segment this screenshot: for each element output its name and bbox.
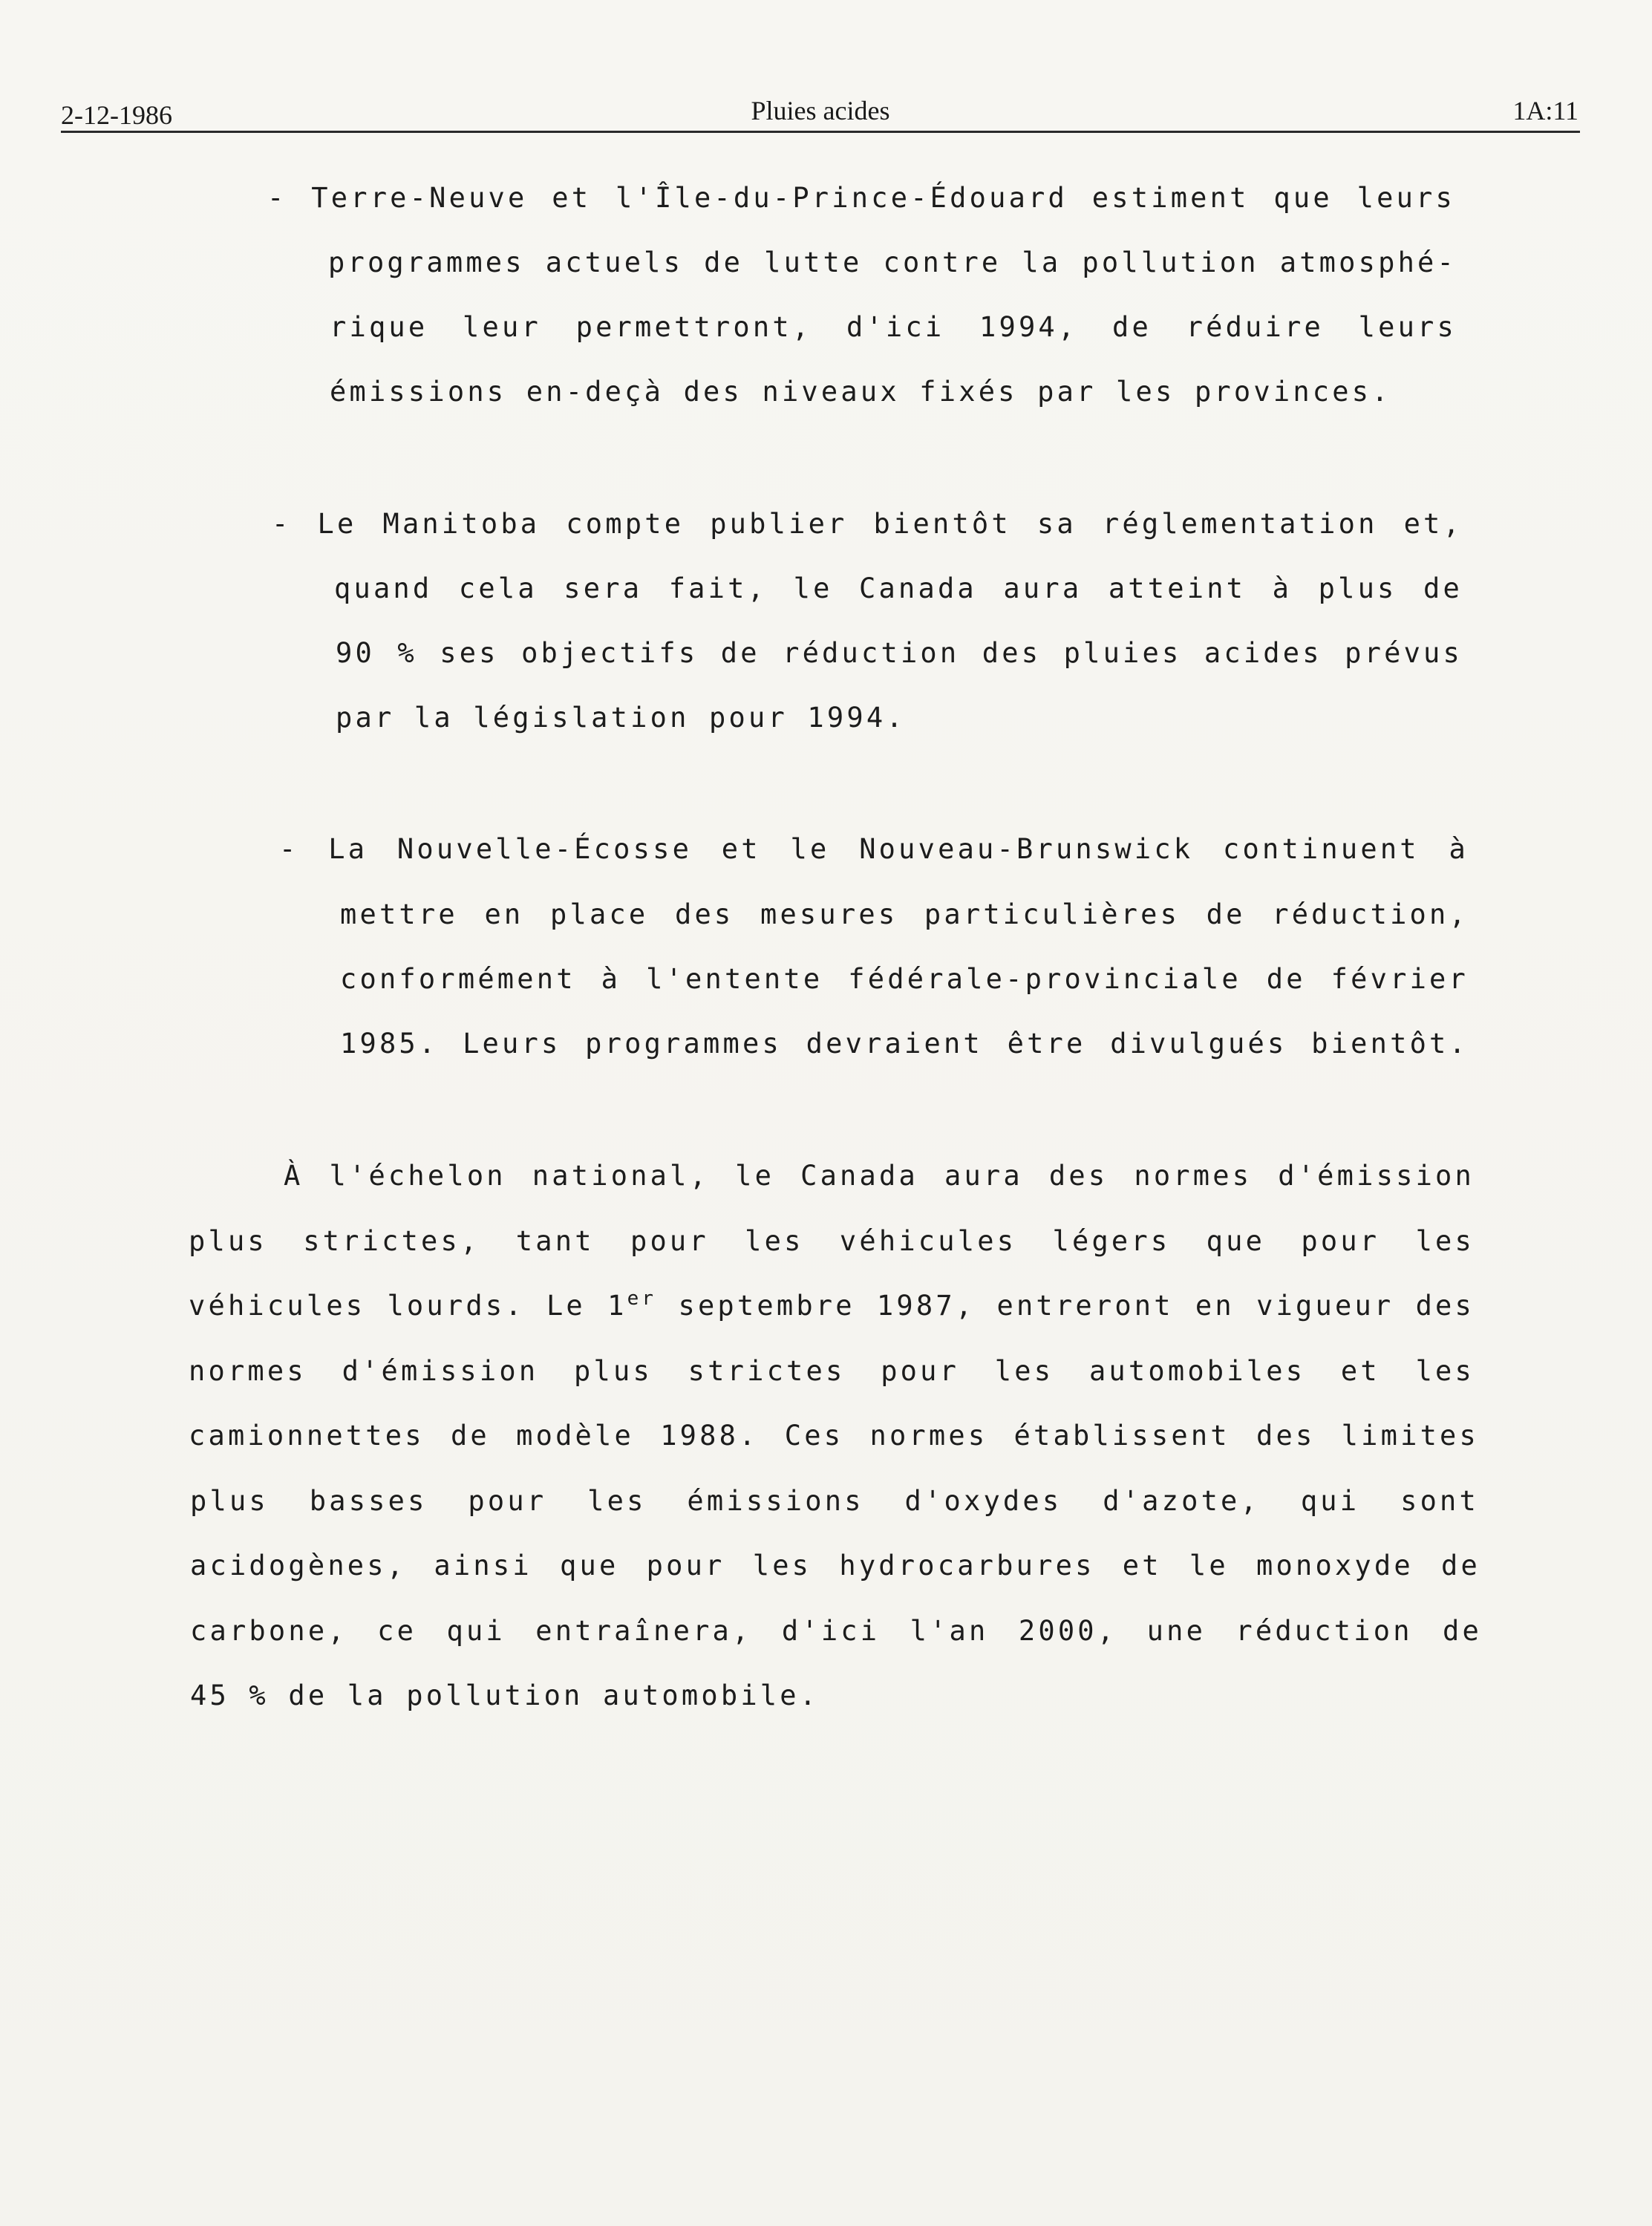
paragraph-1-line-1: - Terre-Neuve et l'Île-du-Prince-Édouard estiment que leurs bbox=[267, 182, 1455, 214]
paragraph-4-line-1: À l'échelon national, le Canada aura des normes d'émission bbox=[284, 1160, 1475, 1192]
header-rule bbox=[61, 131, 1580, 133]
paragraph-1-line-3: rique leur permettront, d'ici 1994, de réduire leurs bbox=[330, 311, 1457, 343]
paragraph-4-line-6: plus basses pour les émissions d'oxydes d'azote, qui sont bbox=[190, 1485, 1479, 1517]
paragraph-1-line-4: émissions en-deçà des niveaux fixés par les provinces. bbox=[330, 376, 1391, 408]
paragraph-4-line-2: plus strictes, tant pour les véhicules légers que pour les bbox=[189, 1225, 1475, 1257]
paragraph-4-line-3-start: véhicules lourds. Le 1 bbox=[189, 1290, 627, 1322]
paragraph-3-line-4: 1985. Leurs programmes devraient être divulgués bientôt. bbox=[340, 1028, 1469, 1060]
paragraph-3-line-3: conformément à l'entente fédérale-provinciale de février bbox=[340, 963, 1469, 995]
paragraph-4-line-3 bbox=[189, 1287, 1475, 1322]
paragraph-4-line-5: camionnettes de modèle 1988. Ces normes établissent des limites bbox=[189, 1420, 1479, 1452]
paragraph-4-line-7: acidogènes, ainsi que pour les hydrocarbures et le monoxyde de bbox=[190, 1550, 1480, 1582]
paragraph-4-line-8: carbone, ce qui entraînera, d'ici l'an 2000, une réduction de bbox=[190, 1615, 1482, 1647]
superscript-er: er bbox=[627, 1287, 657, 1310]
page-header bbox=[61, 95, 1580, 132]
header-date: 2-12-1986 bbox=[61, 100, 172, 130]
paragraph-2-line-2: quand cela sera fait, le Canada aura atteint à plus de bbox=[334, 572, 1463, 604]
paragraph-1-line-2: programmes actuels de lutte contre la pollution atmosphé- bbox=[328, 247, 1457, 278]
paragraph-4-line-9: 45 % de la pollution automobile. bbox=[190, 1680, 820, 1711]
paragraph-4-line-4: normes d'émission plus strictes pour les automobiles et les bbox=[189, 1355, 1475, 1387]
paragraph-3-line-2: mettre en place des mesures particulières de réduction, bbox=[340, 898, 1469, 930]
paragraph-4-line-3-rest: septembre 1987, entreront en vigueur des bbox=[656, 1290, 1475, 1322]
header-title: Pluies acides bbox=[751, 96, 890, 125]
paragraph-2-line-1: - Le Manitoba compte publier bientôt sa réglementation et, bbox=[272, 508, 1463, 540]
paragraph-3-line-1: - La Nouvelle-Écosse et le Nouveau-Brunswick continuent à bbox=[279, 833, 1469, 865]
paragraph-2-line-3: 90 % ses objectifs de réduction des pluies acides prévus bbox=[336, 637, 1463, 669]
paragraph-2-line-4: par la législation pour 1994. bbox=[336, 702, 906, 734]
header-page-number: 1A:11 bbox=[1512, 96, 1578, 125]
